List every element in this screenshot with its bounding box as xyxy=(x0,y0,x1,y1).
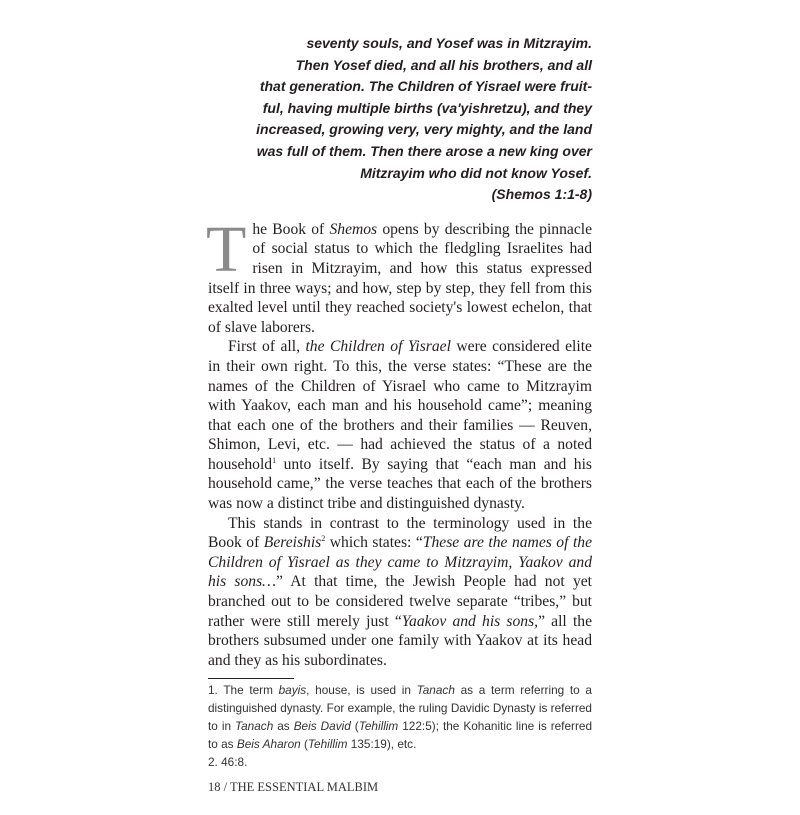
drop-cap: T xyxy=(206,212,247,286)
italic-text: Tehillim xyxy=(358,719,399,734)
italic-text: Tanach xyxy=(234,719,274,734)
body-text xyxy=(206,212,593,671)
quote-line: (Shemos 1:1-8) xyxy=(491,186,592,203)
paragraph xyxy=(208,514,592,671)
text-run: This stands in contrast to the terminology used in the Book of xyxy=(208,514,592,552)
italic-text: Yaakov and his sons, xyxy=(401,612,539,630)
italic-text: These are the names of the Children of Yisrael as they came to Mitzrayim, Yaakov and his sons… xyxy=(208,534,592,591)
quote-line: seventy souls, and Yosef was in Mitzrayim. xyxy=(306,35,592,51)
italic-text: Beis David xyxy=(293,719,351,734)
footnote-ref: 1 xyxy=(272,455,277,465)
quote-line: Then Yosef died, and all his brothers, and all xyxy=(295,56,592,73)
text-run: 135:19), etc. xyxy=(347,737,417,752)
text-run: , house, is used in xyxy=(306,683,417,698)
footnote-ref: 2 xyxy=(321,534,326,544)
book-page xyxy=(208,0,592,815)
footnote-divider xyxy=(208,678,294,679)
text-run: ( xyxy=(350,719,359,734)
italic-text: Beis Aharon xyxy=(236,737,301,752)
paragraph xyxy=(206,212,592,338)
text-run: which states: “ xyxy=(325,534,423,552)
text-run: 1. The term xyxy=(208,683,279,698)
text-run: First of all, xyxy=(228,338,306,356)
quote-line: that generation. The Children of Yisrael were fruit- xyxy=(259,78,592,95)
text-run: were considered elite in their own right. To this, the verse states: “These are the names of the Children of Yisrael who came to Mitzrayim with Yaakov, each man and his household came”; meaning that each one of the brothers and their families — Reuven, Shimon, Levi, etc. — had achieved the status of a noted household xyxy=(208,338,592,473)
quote-line: Mitzrayim who did not know Yosef. xyxy=(360,164,592,181)
text-run: 2. 46:8. xyxy=(208,755,248,770)
italic-text: Bereishis xyxy=(263,534,322,552)
page-footer: 18 / THE ESSENTIAL MALBIM xyxy=(208,780,379,795)
text-run: he Book of xyxy=(252,220,330,238)
italic-text: Tanach xyxy=(416,683,455,698)
text-run: unto itself. By saying that “each man and his household came,” the verse teaches that each of the brothers was now a distinct tribe and distinguished dynasty. xyxy=(208,455,592,513)
text-run: as xyxy=(273,719,294,734)
paragraph xyxy=(208,337,592,513)
quote-line: increased, growing very, very mighty, and the land xyxy=(256,121,592,138)
text-run: ( xyxy=(300,737,308,752)
italic-text: bayis xyxy=(278,683,307,698)
footnote xyxy=(208,753,592,771)
italic-text: Shemos xyxy=(329,220,378,238)
italic-text: Tehillim xyxy=(307,737,348,752)
footnotes xyxy=(208,681,592,771)
italic-text: the Children of Yisrael xyxy=(305,338,451,356)
quote-line: was full of them. Then there arose a new king over xyxy=(256,142,592,159)
text-run: ” all the brothers subsumed under one family with Yaakov at its head and they as his subordinates. xyxy=(208,612,593,669)
epigraph-quote xyxy=(208,33,592,206)
quote-line: ful, having multiple births (va'yishretzu), and they xyxy=(262,99,592,116)
footnote xyxy=(208,681,592,753)
text-run: opens by describing the pinnacle of social status to which the fledgling Israelites had risen in Mitzrayim, and how this status expressed itself in three ways; and how, step by step, they fell from this exalted level until they reached society's lowest echelon, that of slave laborers. xyxy=(208,220,592,336)
text-run: 122:5); the Kohanitic line is referred to as xyxy=(208,719,593,752)
text-run: as a term referring to a distinguished dynasty. For example, the ruling Davidic Dynasty is referred to in xyxy=(208,683,592,734)
text-run: ” At that time, the Jewish People had not yet branched out to be considered twelve separate “tribes,” but rather were still merely just “ xyxy=(208,573,592,630)
